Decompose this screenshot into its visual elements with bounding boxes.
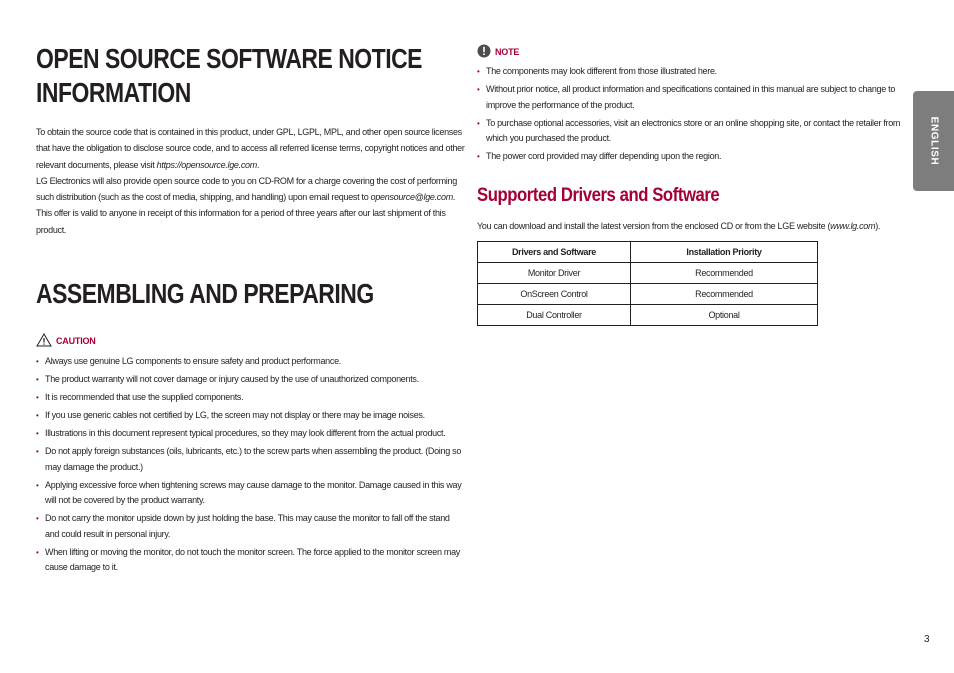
osn-paragraph-1 (36, 124, 466, 173)
language-side-tab (913, 91, 954, 191)
osn-body (36, 124, 466, 238)
note-heading (477, 44, 519, 60)
note-label: NOTE (495, 47, 520, 57)
note-list (477, 64, 907, 167)
osn-title-line1: OPEN SOURCE SOFTWARE NOTICE (36, 43, 423, 74)
table-cell: Optional (631, 305, 818, 326)
caution-item: • When lifting or moving the monitor, do not touch the monitor screen. The force applied to the monitor screen may cause damage to it. (36, 545, 464, 576)
page-number: 3 (924, 634, 930, 645)
column-header: Installation Priority (631, 242, 818, 263)
caution-item: • If you use generic cables not certified by LG, the screen may not display or there may be image noises. (36, 408, 464, 424)
osn-p2-end: . (452, 192, 456, 203)
caution-item: • Always use genuine LG components to ensure safety and product performance. (36, 354, 464, 370)
caution-item: • The product warranty will not cover damage or injury caused by the use of unauthorized components. (36, 372, 464, 388)
table-row (478, 284, 818, 305)
lg-website-link[interactable]: www.lg.com (830, 221, 876, 231)
caution-item: • Applying excessive force when tightening screws may cause damage to the monitor. Damage caused in this way will not be covered by the product warranty. (36, 478, 464, 509)
table-cell: Dual Controller (478, 305, 631, 326)
caution-item: • Do not carry the monitor upside down by just holding the base. This may cause the monitor to fall off the stand and could result in personal injury. (36, 511, 464, 542)
table-cell: Recommended (631, 263, 818, 284)
drivers-intro-end: ). (875, 221, 881, 231)
osn-p1-end: . (256, 159, 260, 170)
osn-paragraph-2 (36, 173, 466, 206)
opensource-url-link[interactable]: https://opensource.lge.com (156, 159, 257, 170)
caution-heading (36, 333, 96, 349)
note-item: • The components may look different from those illustrated here. (477, 64, 907, 80)
caution-item: • Illustrations in this document represent typical procedures, so they may look different from the actual product. (36, 426, 464, 442)
osn-title (36, 42, 423, 110)
table-cell: Monitor Driver (478, 263, 631, 284)
table-cell: OnScreen Control (478, 284, 631, 305)
table-cell: Recommended (631, 284, 818, 305)
caution-item: • Do not apply foreign substances (oils, lubricants, etc.) to the screw parts when assembling the product. (Doing so may damage the product.) (36, 444, 464, 475)
table-row (478, 305, 818, 326)
drivers-intro (477, 219, 917, 233)
caution-triangle-icon (36, 333, 52, 349)
drivers-title: Supported Drivers and Software (477, 185, 720, 206)
column-header: Drivers and Software (478, 242, 631, 263)
caution-label: CAUTION (56, 336, 96, 346)
osn-paragraph-3: This offer is valid to anyone in receipt of this information for a period of three years after our last shipment of this product. (36, 208, 446, 235)
osn-title-line2: INFORMATION (36, 77, 191, 108)
caution-item: • It is recommended that use the supplied components. (36, 390, 464, 406)
table-header-row (478, 242, 818, 263)
note-exclamation-icon (477, 44, 491, 60)
language-tab-label: ENGLISH (928, 116, 939, 166)
drivers-intro-text: You can download and install the latest version from the enclosed CD or from the LGE website ( (477, 221, 831, 231)
osn-p2-text: LG Electronics will also provide open source code to you on CD-ROM for a charge covering the cost of performing such distribution (such as the cost of media, shipping, and handling) upon email request to (36, 175, 457, 203)
note-item: • Without prior notice, all product information and specifications contained in this manual are subject to change to improve the performance of the product. (477, 82, 907, 113)
caution-list (36, 354, 464, 578)
table-row (478, 263, 818, 284)
note-item: • To purchase optional accessories, visit an electronics store or an online shopping site, or contact the retailer from which you purchased the product. (477, 116, 907, 147)
assembling-title: ASSEMBLING AND PREPARING (36, 278, 374, 309)
osn-p1-text: To obtain the source code that is contained in this product, under GPL, LGPL, MPL, and other open source licenses that have the obligation to disclose source code, and to access all referred license terms, copyright notices and other relevant documents, please visit (36, 127, 465, 170)
drivers-table (477, 241, 818, 326)
note-item: • The power cord provided may differ depending upon the region. (477, 149, 907, 165)
opensource-email-link[interactable]: opensource@lge.com (370, 192, 453, 203)
